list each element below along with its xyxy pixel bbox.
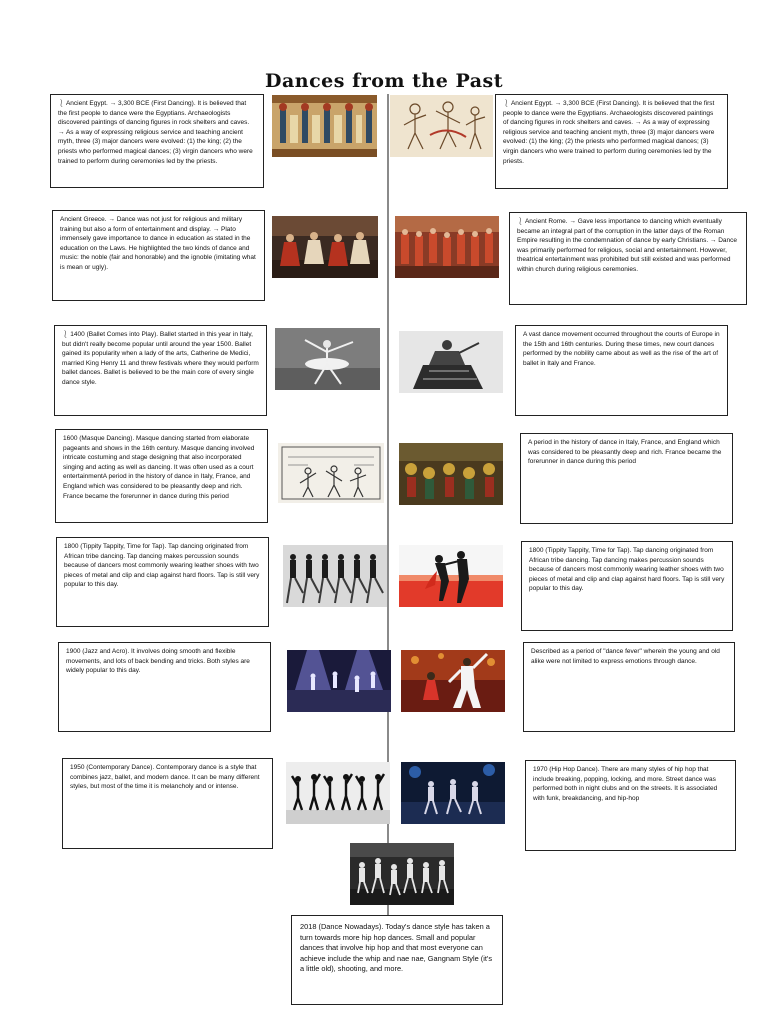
- roman-crowd-photo: [395, 216, 499, 278]
- masque-painting-photo: [399, 443, 503, 505]
- text-box-tap-left: [56, 537, 269, 627]
- modern-dance-group-photo: [350, 843, 454, 905]
- box-text: 1600 (Masque Dancing). Masque dancing started from elaborate pageants and shows in the 16th century. Masque dancing involved intricate costuming and stage designing that also incorporated singing and acting as well as dancing. It was often used as a court entertainmentA period in the history of dance in Italy, France, and England which was considered to be pleasantly deep and rich. France became the forerunner in dance during this period: [63, 435, 255, 500]
- box-text: Ancient Greece. → Dance was not just for religious and military training but also a form of entertainment and display. → Plato immensely gave importance to dance in education as stated in the education on the Laws. He highlighted the two kinds of dance and music: the noble (fair and honorable) and the ignoble (imitating what is mean or ugly).: [60, 216, 256, 271]
- box-text: 2018 (Dance Nowadays). Today's dance style has taken a turn towards more hip hop dances. Small and popular dances that involve hip hop and that most everyone can achieve include the whip and nae nae, Gangnam Style (it's a little old), shooting, and more.: [300, 922, 493, 973]
- jazz-stage-photo: [287, 650, 391, 712]
- disco-fever-photo: [401, 650, 505, 712]
- tap-couple-photo: [399, 545, 503, 607]
- text-box-ancient-egypt-right: [495, 94, 728, 189]
- box-text: ⎱ 1400 (Ballet Comes into Play). Ballet started in this year in Italy, but didn't really become popular until around the year 1500. Ballet gained its popularity when a lady of the arts, Catherine de Medici, married King Henry 11 and threw festivals where they would perform ballet dances. Ballet is believed to be the main core of every single dance style.: [62, 331, 259, 386]
- egyptian-sketch-photo: [390, 95, 493, 157]
- box-text: ⎱ Ancient Egypt. → 3,300 BCE (First Dancing). It is believed that the first people to dance were the Egyptians. Archaeologists discovered paintings of dancing figures in rock shelters and caves. → As a way of expressing religious service and teaching ancient myth, three (3) major dancers were evolved: (1) the king; (2) the priests who performed magical dances; (3) virgin dancers who were trained to perform during ceremonies led by the priests.: [58, 100, 253, 165]
- text-box-tap-right: [521, 541, 733, 631]
- box-text: A period in the history of dance in Italy, France, and England which was considered to be pleasantly deep and rich. France became the forerunner in dance during this period: [528, 439, 722, 466]
- box-text: 1800 (Tippity Tappity, Time for Tap). Tap dancing originated from African tribe dancing. Tap dancing makes percussion sounds because of dancers most commonly wearing leather shoes with two pieces of metal and clip and clap against hard floors. Tap is still very popular to this day.: [64, 543, 260, 589]
- contemporary-silhouettes-photo: [286, 762, 390, 824]
- text-box-ancient-greece: [52, 210, 265, 301]
- box-text: 1900 (Jazz and Acro). It involves doing smooth and flexible movements, and lots of back bending and tricks. Both styles are widely popular to this day.: [66, 648, 250, 675]
- box-text: ⎱ Ancient Rome. → Gave less importance to dancing which eventually became an integral part of the corruption in the latter days of the Roman Empire resulting in the condemnation of dance by early Christians. → Dance was primarily performed for religious, social and entertainment. However, theatrical entertainment was prohibited but still existed and was performed within church during religious ceremonies.: [517, 218, 738, 273]
- hiphop-club-photo: [401, 762, 505, 824]
- text-box-hip-hop: [525, 760, 736, 851]
- text-box-dance-nowadays: [291, 915, 503, 1005]
- text-box-dance-fever: [523, 642, 735, 732]
- text-box-court-dance: [515, 325, 728, 416]
- box-text: A vast dance movement occurred throughout the courts of Europe in the 15th and 16th centuries. During these times, new court dances performed by the nobility came about as well as the rise of the art of ballet in Italy and France.: [523, 331, 720, 367]
- page-title: Dances from the Past: [265, 70, 503, 92]
- tap-line-photo: [283, 545, 387, 607]
- greek-dancers-photo: [272, 216, 378, 278]
- text-box-ancient-egypt-left: [50, 94, 264, 188]
- text-box-contemporary: [62, 758, 273, 849]
- box-text: Described as a period of "dance fever" wherein the young and old alike were not limited to express emotions through dance.: [531, 648, 720, 665]
- masque-engraving-photo: [278, 443, 384, 503]
- ballet-dancer-photo: [275, 328, 380, 390]
- court-dance-photo: [399, 331, 503, 393]
- box-text: 1970 (Hip Hop Dance). There are many styles of hip hop that include breaking, popping, locking, and more. Street dance was performed both in night clubs and on the streets. It is associated with funk, breakdancing, and hip-hop: [533, 766, 718, 802]
- egyptian-painting-photo: [272, 95, 377, 157]
- box-text: ⎱ Ancient Egypt. → 3,300 BCE (First Dancing). It is believed that the first people to dance were the Egyptians. Archaeologists discovered paintings of dancing figures in rock shelters and caves. → As a way of expressing religious service and teaching ancient myth, three (3) major dancers were evolved: (1) the king; (2) the priests who performed magical dances; (3) virgin dancers who were trained to perform during ceremonies led by the priests.: [503, 100, 715, 165]
- text-box-ballet: [54, 325, 267, 416]
- text-box-masque-dancing: [55, 429, 268, 523]
- text-box-jazz-acro: [58, 642, 271, 732]
- text-box-masque-period: [520, 433, 733, 524]
- box-text: 1950 (Contemporary Dance). Contemporary dance is a style that combines jazz, ballet, and modern dance. It can be many different styles, but most of the time it is melancholy and or intense.: [70, 764, 260, 791]
- box-text: 1800 (Tippity Tappity, Time for Tap). Tap dancing originated from African tribe dancing. Tap dancing makes percussion sounds because of dancers most commonly wearing leather shoes with two pieces of metal and clip and clap against hard floors. Tap is still very popular to this day.: [529, 547, 725, 593]
- text-box-ancient-rome: [509, 212, 747, 305]
